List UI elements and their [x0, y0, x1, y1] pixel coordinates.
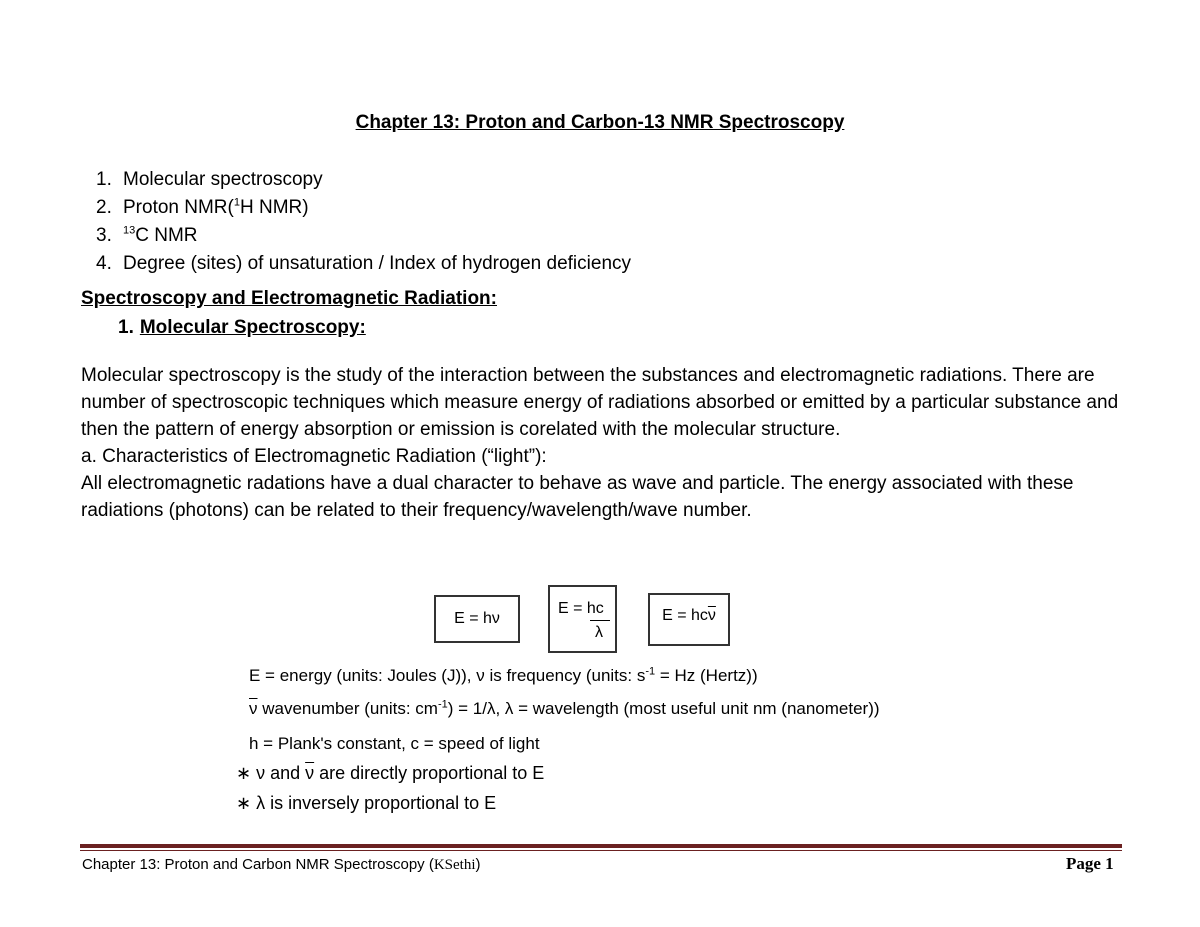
- equation-box-wavelength: E = hc λ: [548, 585, 617, 653]
- page-number: Page 1: [1066, 854, 1114, 873]
- page-title: Chapter 13: Proton and Carbon-13 NMR Spectroscopy: [355, 112, 845, 133]
- subsection-heading: 1. Molecular Spectroscopy:: [118, 317, 366, 338]
- equation-line-energy: E = energy (units: Joules (J)), ν is frequency (units: $s^{-1} = Hz$ (Hertz)): [249, 665, 758, 685]
- footer-chapter: Chapter 13: Proton and Carbon NMR Spectroscopy (KSethi): [82, 856, 481, 873]
- toc-item: 3. $^{13}$C NMR: [96, 224, 198, 246]
- footer-rule-thin: [80, 850, 1122, 851]
- equation-box-frequency: E = hν: [434, 595, 520, 643]
- characteristics-paragraph: All electromagnetic radations have a dual character to behave as wave and particle. The energy associated with these radiations (photons) can be related to their frequency/wavelength/wave number.: [81, 473, 1074, 521]
- footer-rule: [80, 844, 1122, 848]
- bullet-inverse: ∗ λ is inversely proportional to E: [236, 793, 497, 813]
- characteristics-heading: a. Characteristics of Electromagnetic Radiation (“light”):: [81, 446, 547, 467]
- intro-paragraph: Molecular spectroscopy is the study of the interaction between the substances and electromagnetic radiations. There are number of spectroscopic techniques which measure energy of radiations absorbed or emitted by a particular substance and then the pattern of energy absorption or emission is corelated with the molecular structure.: [81, 365, 1119, 440]
- toc-item: 4. Degree (sites) of unsaturation / Index of hydrogen deficiency: [96, 253, 632, 274]
- equation-line-constants: h = Plank's constant, c = speed of light: [249, 734, 540, 753]
- table-of-contents: [96, 166, 631, 278]
- body-text: [81, 362, 1131, 524]
- toc-item: 2. Proton NMR($^1$H NMR): [96, 196, 309, 218]
- equation-box-wavenumber: $E = hc\overline{\nu}$: [648, 593, 730, 646]
- section-heading: Spectroscopy and Electromagnetic Radiation:: [81, 288, 497, 309]
- bullet-proportional: ∗ ν and $\overline{\nu}$ are directly proportional to E: [236, 763, 545, 783]
- toc-item: 1. Molecular spectroscopy: [96, 169, 323, 190]
- fraction-bar: [590, 620, 610, 621]
- equation-line-wavenumber: $\overline{\nu}$ wavenumber (units: $cm^{-1}) = 1/\lambda$, λ = wavelength (most useful unit nm (nanometer)): [249, 698, 880, 718]
